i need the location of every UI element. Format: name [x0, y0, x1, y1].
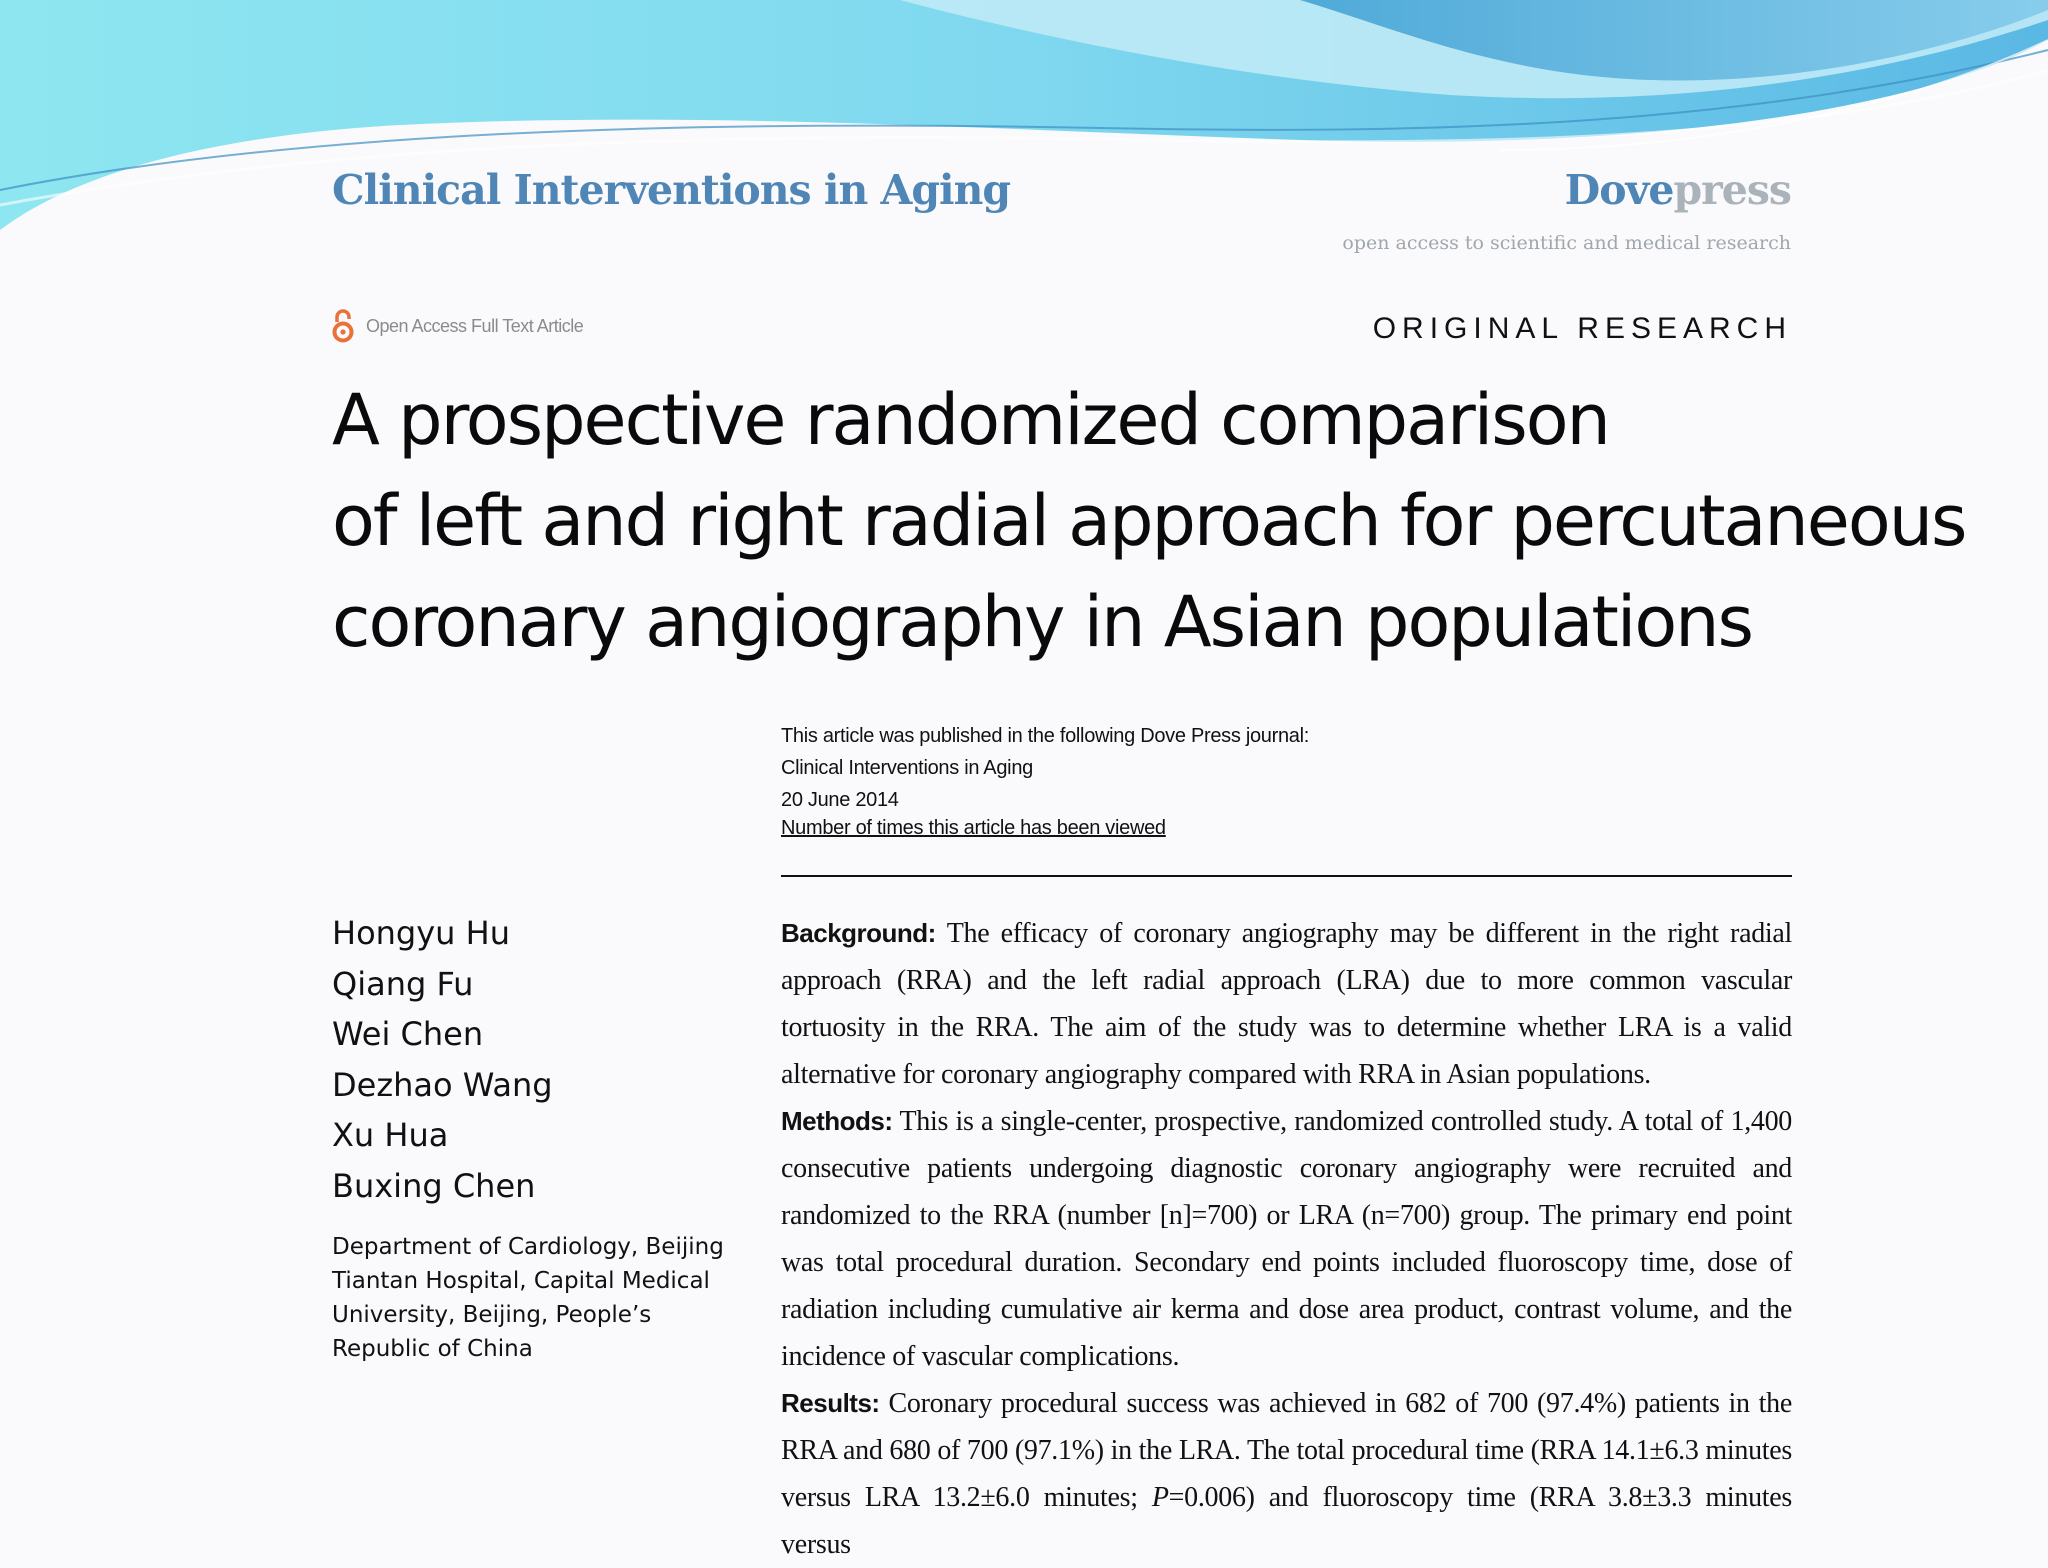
article-type: ORIGINAL RESEARCH: [1372, 312, 1792, 345]
abstract-methods: [781, 1098, 1792, 1380]
results-text: Coronary procedural success was achieved in 682 of 700 (97.4%) patients in the RRA and 680 of 700 (97.1%) in the LRA. The total procedural time (RRA 14.1±6.3 minutes versus LRA 13.2±6.0 minutes;: [781, 1388, 1792, 1513]
results-heading: Results:: [781, 1388, 880, 1418]
affiliation: Department of Cardiology, Beijing Tiantan Hospital, Capital Medical University, Beijing, People’s Republic of China: [332, 1234, 724, 1362]
publication-info-intro: This article was published in the following Dove Press journal:: [781, 725, 1310, 747]
publisher-name-part2: press: [1673, 166, 1791, 214]
background-text: The efficacy of coronary angiography may be different in the right radial approach (RRA) and the left radial approach (LRA) due to more common vascular tortuosity in the RRA. The aim of the study was to determine whether LRA is a valid alternative for coronary angiography compared with RRA in Asian populations.: [781, 918, 1792, 1090]
publication-date: 20 June 2014: [781, 789, 899, 811]
publication-journal: Clinical Interventions in Aging: [781, 757, 1033, 779]
methods-text: This is a single-center, prospective, randomized controlled study. A total of 1,400 consecutive patients undergoing diagnostic coronary angiography were recruited and randomized to the RRA (number [n]=700) or LRA (n=700) group. The primary end point was total procedural duration. Secondary end points included fluoroscopy time, dose of radiation including cumulative air kerma and dose area product, contrast volume, and the incidence of vascular complications.: [781, 1106, 1793, 1372]
author-name: Qiang Fu: [332, 964, 474, 1003]
open-access-lock-icon: [332, 308, 354, 344]
article-title: [332, 370, 1966, 673]
abstract: [781, 910, 1792, 1568]
divider: [781, 875, 1792, 877]
author-name: Dezhao Wang: [332, 1065, 553, 1104]
article-title-line: A prospective randomized comparison: [332, 379, 1609, 461]
results-p-symbol: P: [1151, 1482, 1169, 1513]
publisher-name-part1: Dove: [1564, 166, 1674, 214]
publication-info: [781, 720, 1309, 840]
results-text-continued: =0.006) and fluoroscopy time (RRA 3.8±3.3 minutes versus: [781, 1482, 1792, 1560]
abstract-background: [781, 910, 1792, 1098]
methods-heading: Methods:: [781, 1106, 893, 1136]
views-link[interactable]: Number of times this article has been viewed: [781, 817, 1166, 839]
author-name: Xu Hua: [332, 1116, 449, 1154]
background-heading: Background:: [781, 918, 936, 948]
author-name: Wei Chen: [332, 1015, 484, 1053]
abstract-results: [781, 1380, 1792, 1568]
article-title-line: of left and right radial approach for percutaneous: [332, 480, 1966, 562]
publisher-logo: [1565, 166, 1791, 214]
article-title-line: coronary angiography in Asian populations: [332, 581, 1752, 663]
author-list: [332, 908, 553, 1211]
author-name: Hongyu Hu: [332, 914, 510, 952]
journal-title: Clinical Interventions in Aging: [332, 166, 1011, 214]
author-name: Buxing Chen: [332, 1166, 536, 1205]
publisher-tagline: open access to scientific and medical research: [1342, 232, 1791, 254]
open-access-badge: [332, 308, 583, 344]
open-access-label: Open Access Full Text Article: [366, 315, 584, 336]
